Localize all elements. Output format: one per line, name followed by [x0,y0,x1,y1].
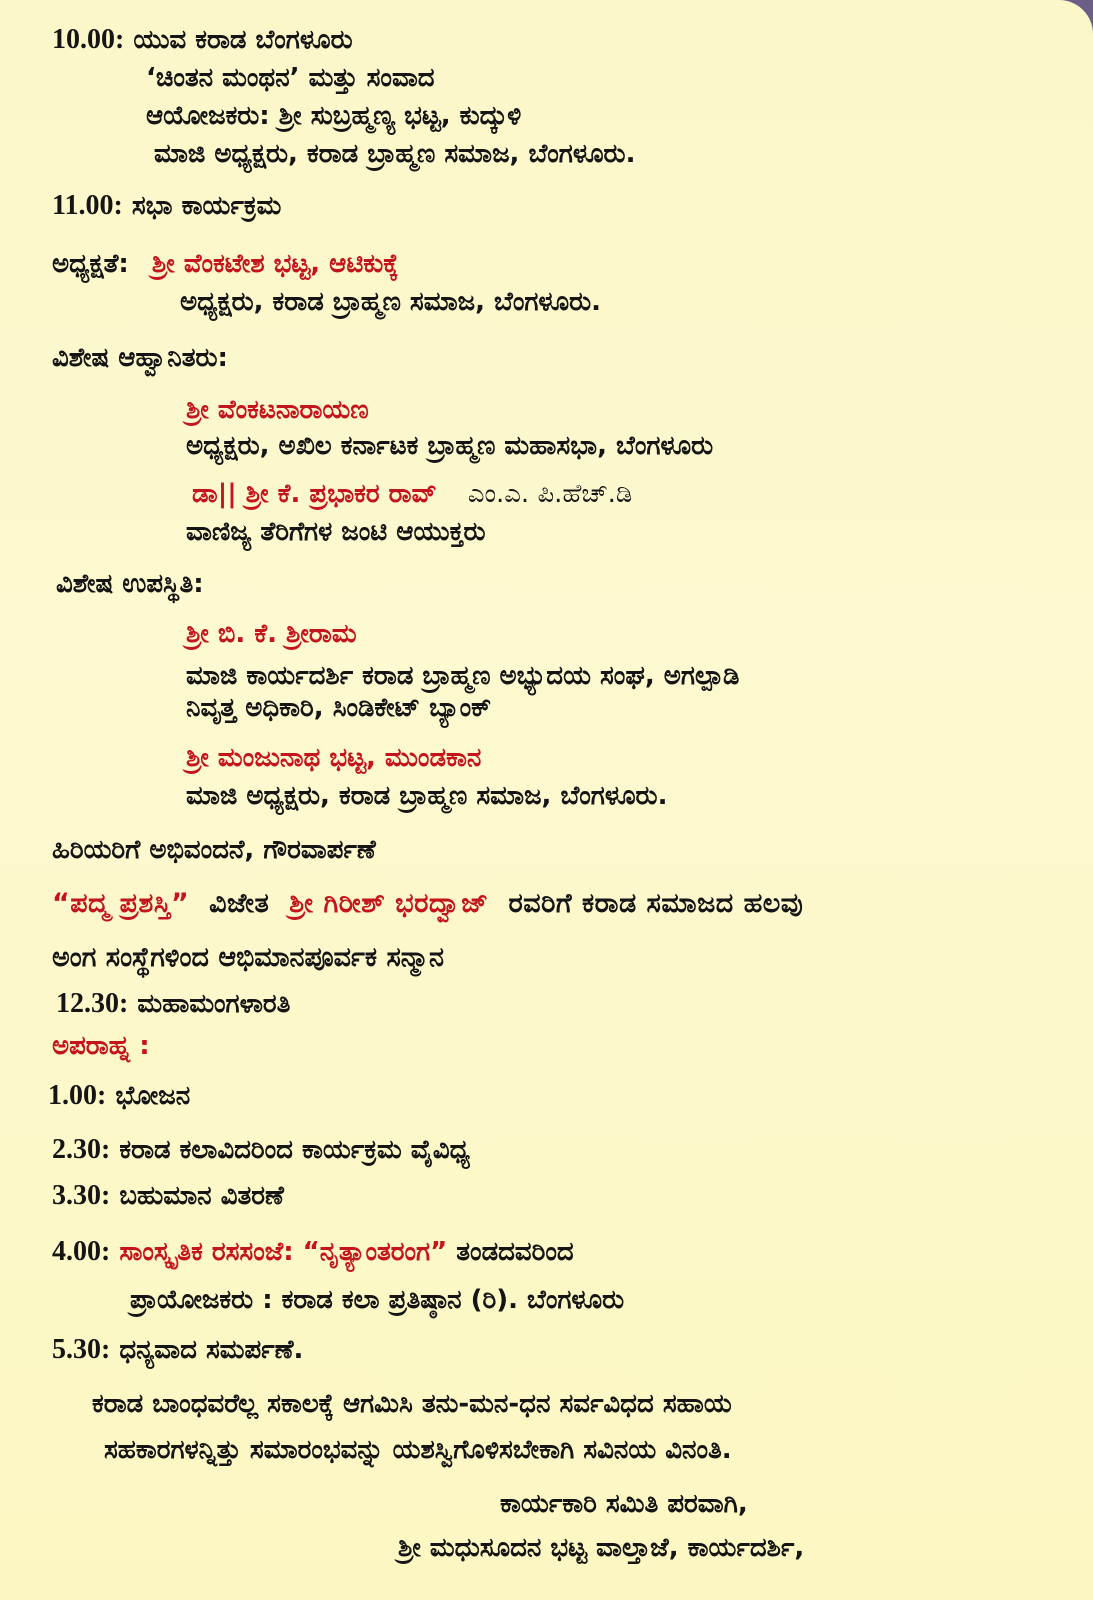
signature-line: ಕಾರ್ಯಕಾರಿ ಸಮಿತಿ ಪರವಾಗಿ, [500,1489,748,1519]
guest-desc: ಮಾಜಿ ಕಾರ್ಯದರ್ಶಿ ಕರಾಡ ಬ್ರಾಹ್ಮಣ ಅಭ್ಯುದಯ ಸಂಘ, ಅಗಲ್ಪಾಡಿ [186,661,740,691]
time-label: 11.00: [52,190,123,221]
schedule-bhojana [48,1080,190,1112]
schedule-evening [52,1236,574,1268]
schedule-cultural [52,1134,470,1166]
award-name: “ಪದ್ಮ ಪ್ರಶಸ್ತಿ” [52,888,190,919]
president-row [52,248,398,280]
guest-desc: ನಿವೃತ್ತ ಅಧಿಕಾರಿ, ಸಿಂಡಿಕೇಟ್ ಬ್ಯಾಂಕ್ [186,693,492,723]
appeal-line: ಕರಾಡ ಬಾಂಧವರೆಲ್ಲ ಸಕಾಲಕ್ಕೆ ಆಗಮಿಸಿ ತನು-ಮನ-ಧನ ಸರ್ವವಿಧದ ಸಹಾಯ [92,1389,732,1419]
appeal-line: ಸಹಕಾರಗಳನ್ನಿತ್ತು ಸಮಾರಂಭವನ್ನು ಯಶಸ್ವಿಗೊಳಿಸಬೇಕಾಗಿ ಸವಿನಯ ವಿನಂತಿ. [104,1435,732,1465]
time-label: 4.00: [52,1236,111,1267]
sponsor-line: ಪ್ರಾಯೋಜಕರು : ಕರಾಡ ಕಲಾ ಪ್ರತಿಷ್ಠಾನ (ರಿ). ಬೆಂಗಳೂರು [130,1285,625,1315]
event-subtitle: ‘ಚಿಂತನ ಮಂಥನ’ ಮತ್ತು ಸಂವಾದ [146,63,435,93]
honouree-name: ಶ್ರೀ ಗಿರೀಶ್ ಭರದ್ವಾಜ್ [289,888,489,919]
event-title: ಸಾಂಸ್ಕೃತಿಕ ರಸಸಂಜೆ: “ನೃತ್ಯಾಂತರಂಗ” [119,1237,448,1267]
time-label: 5.30: [52,1334,111,1365]
guest-name: ಶ್ರೀ ಬಿ. ಕೆ. ಶ್ರೀರಾಮ [186,619,357,649]
time-label: 12.30: [56,988,129,1019]
invitee-desc: ವಾಣಿಜ್ಯ ತೆರಿಗೆಗಳ ಜಂಟಿ ಆಯುಕ್ತರು [186,517,486,547]
invitee-desc: ಅಧ್ಯಕ್ಷರು, ಅಖಿಲ ಕರ್ನಾಟಕ ಬ್ರಾಹ್ಮಣ ಮಹಾಸಭಾ, ಬೆಂಗಳೂರು [186,431,714,461]
felicitation-line: ಹಿರಿಯರಿಗೆ ಅಭಿವಂದನೆ, ಗೌರವಾರ್ಪಣೆ [52,835,376,865]
invitee-degree: ಎಂ.ಎ. ಪಿ.ಹೆಚ್.ಡಿ [467,479,633,509]
schedule-yuva [52,24,353,56]
invitee-name: ಶ್ರೀ ವೆಂಕಟನಾರಾಯಣ [186,395,369,425]
guest-desc: ಮಾಜಿ ಅಧ್ಯಕ್ಷರು, ಕರಾಡ ಬ್ರಾಹ್ಮಣ ಸಮಾಜ, ಬೆಂಗಳೂರು. [186,781,668,811]
event-title: ಬಹುಮಾನ ವಿತರಣೆ [119,1181,284,1211]
time-label: 1.00: [48,1080,107,1111]
section-label-invitees: ವಿಶೇಷ ಆಹ್ವಾನಿತರು: [52,343,228,373]
guest-name: ಶ್ರೀ ಮಂಜುನಾಥ ಭಟ್ಟ, ಮುಂಡಕಾನ [186,743,482,773]
section-label: ಅಧ್ಯಕ್ಷತೆ: [52,249,129,279]
winner-word: ವಿಜೇತ [209,888,270,919]
event-title: ಭೋಜನ [115,1081,191,1111]
organizer-desc: ಮಾಜಿ ಅಧ್ಯಕ್ಷರು, ಕರಾಡ ಬ್ರಾಹ್ಮಣ ಸಮಾಜ, ಬೆಂಗಳೂರು. [154,139,636,169]
schedule-thanks [52,1334,303,1366]
schedule-sabha [52,190,281,222]
event-title: ಕರಾಡ ಕಲಾವಿದರಿಂದ ಕಾರ್ಯಕ್ರಮ ವೈವಿಧ್ಯ [119,1135,471,1165]
event-title-rest: ತಂಡದವರಿಂದ [456,1237,574,1267]
event-title: ಸಭಾ ಕಾರ್ಯಕ್ರಮ [131,191,282,221]
event-title: ಮಹಾಮಂಗಳಾರತಿ [137,989,291,1019]
afternoon-label: ಅಪರಾಹ್ನ : [52,1031,150,1061]
time-label: 10.00: [52,24,125,55]
section-label-presence: ವಿಶೇಷ ಉಪಸ್ಥಿತಿ: [56,569,204,599]
honour-line [52,888,803,920]
time-label: 2.30: [52,1134,111,1165]
invitee-row [192,478,632,510]
president-name: ಶ್ರೀ ವೆಂಕಟೇಶ ಭಟ್ಟ, ಆಟಿಕುಕ್ಕೆ [151,249,399,279]
honour-line2: ಅಂಗ ಸಂಸ್ಥೆಗಳಿಂದ ಆಭಿಮಾನಪೂರ್ವಕ ಸನ್ಮಾನ [52,942,445,973]
organizer-line: ಆಯೋಜಕರು: ಶ್ರೀ ಸುಬ್ರಹ್ಮಣ್ಯ ಭಟ್ಟ, ಕುದ್ಕುಳಿ [146,101,522,131]
event-title: ಧನ್ಯವಾದ ಸಮರ್ಪಣೆ. [119,1335,304,1365]
signature-name: ಶ್ರೀ ಮಧುಸೂದನ ಭಟ್ಟ ವಾಲ್ತಾಜೆ, ಕಾರ್ಯದರ್ಶಿ, [398,1533,805,1563]
time-label: 3.30: [52,1180,111,1211]
schedule-mangalarati [56,988,290,1020]
event-title: ಯುವ ಕರಾಡ ಬೆಂಗಳೂರು [133,25,353,55]
president-desc: ಅಧ್ಯಕ್ಷರು, ಕರಾಡ ಬ್ರಾಹ್ಮಣ ಸಮಾಜ, ಬೆಂಗಳೂರು. [180,287,602,317]
schedule-prize [52,1180,284,1212]
invitee-name: ಡಾ|| ಶ್ರೀ ಕೆ. ಪ್ರಭಾಕರ ರಾವ್ [192,479,437,509]
honour-text: ರವರಿಗೆ ಕರಾಡ ಸಮಾಜದ ಹಲವು [508,888,804,919]
